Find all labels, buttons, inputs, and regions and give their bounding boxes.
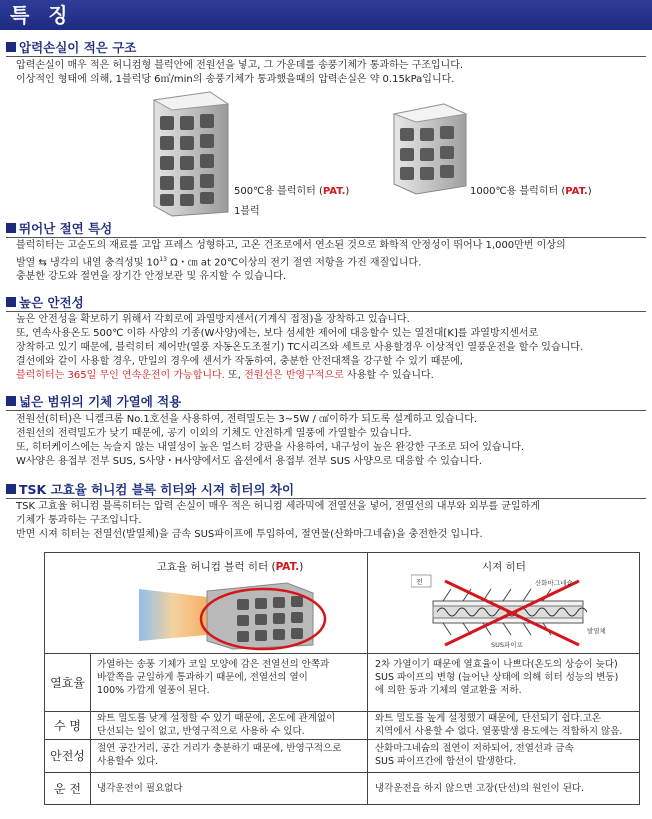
caption-1000-block-heater: 1000℃용 블럭히터 (PAT.) xyxy=(470,186,592,197)
section-heading-insulation: 뛰어난 절연 특성 xyxy=(6,219,646,236)
diagram-label-mgo: 산화마그네슘 xyxy=(535,579,573,587)
square-bullet-icon xyxy=(6,396,16,406)
block-heater-500-image xyxy=(150,90,232,218)
column-header-honeycomb: 고효율 허니컴 블럭 히터 (PAT.) xyxy=(156,561,304,573)
efficiency-honeycomb: 가열하는 송풍 기체가 코일 모양에 감은 전열선의 안쪽과 바깥쪽을 균일하게 통과하기 때문에, 전열선의 열이 100% 가깝게 열풍이 된다. xyxy=(97,659,330,696)
square-bullet-icon xyxy=(6,223,16,233)
safety-sheath: 산화마그네슘의 절연이 저하되어, 전열선과 금속 SUS 파이프간에 합선이 발생한다. xyxy=(375,743,574,767)
section-heading-wide-range: 넓은 범위의 기체 가열에 적용 xyxy=(6,392,646,409)
operation-sheath: 냉각운전을 하지 않으면 고장(단선)의 원인이 된다. xyxy=(375,783,585,794)
row-label-lifetime: 수 명 xyxy=(54,718,81,733)
section-heading-pressure-loss: 압력손실이 적은 구조 xyxy=(6,38,646,55)
row-label-safety: 안전성 xyxy=(50,749,85,763)
operation-honeycomb: 냉각운전이 필요없다 xyxy=(97,783,183,794)
efficiency-sheath: 2차 가열이기 때문에 열효율이 나쁘다(온도의 상승이 늦다) SUS 파이프의 변형 (늘어난 상태에 의해 히터 성능의 변동) 에 의한 동과 기체의 열교환율 저하. xyxy=(375,659,619,696)
diagram-label-electric: 전 xyxy=(416,578,423,586)
row-label-operation: 운 전 xyxy=(54,782,81,796)
section-body-wide-range: 전원선(히터)은 니켈크롬 No.1호선을 사용하여, 전력밀도는 3~5W / ㎠이하가 되도록 설계하고 있습니다. 전원선의 전력밀도가 낮기 때문에, 공기 이외의 기체도 안전하게 열풍에 가열할수 있습니다. 또, 히터케이스에는 녹슬지 않는 내열성이 높은 얼스터 강판을 사용하여, 내구성이 높은 완강한 구조로 되어 있습니다. W사양은 용접부 전부 SUS, S사양・H사양에서도 옵션에서 용접부 전부 SUS 사양으로 대응할 수 있습니다. xyxy=(16,414,525,467)
section-heading-comparison: TSK 고효율 허니컴 블록 히터와 시져 히터의 차이 xyxy=(6,480,646,497)
square-bullet-icon xyxy=(6,484,16,494)
section-body-safety: 높은 안전성을 확보하기 위해서 각회로에 과열방지센서(기계식 접점)을 장착하고 있습니다. 또, 연속사용온도 500℃ 이하 사양의 기종(W사양)에는, 보다 섬세한 제어에 대응할수 있는 열전대[K]를 과열방지센서로 장착하고 있기 때문에, 블럭히터 제어반(열풍 자동온도조절기) TC시리즈와 세트로 사용할경우 이상적인 열풍운전을 할수 있습니다. 결선에와 같이 사용할 경우, 만일의 경우에 센서가 작동하여, 충분한 안전대책을 강구할 수 있기 때문에, 블럭히터는 365일 무인 연속운전이 가능합니다. 또, 전원선은 반영구적으로 사용할 수 있습니다. xyxy=(16,314,584,381)
diagram-label-sus-pipe: SUS파이프 xyxy=(491,641,523,649)
section-body-comparison: TSK 고효율 허니컴 블록히터는 압력 손실이 매우 적은 허니컴 세라믹에 전열선을 넣어, 전열선의 내부와 외부를 균일하게 기체가 통과하는 구조입니다. 반면 시져 히터는 전열선(발열체)을 금속 SUS파이프에 투입하여, 절연물(산화마그네슘)을 충전한것 입니다. xyxy=(16,501,540,540)
sheath-heater-diagram xyxy=(411,573,607,651)
lifetime-sheath: 와트 밀도를 높게 설정했기 때문에, 단선되기 쉽다.고온 지역에서 사용할 수 없다. 열풍발생 용도에는 적합하지 않음. xyxy=(375,713,623,737)
honeycomb-airflow-image xyxy=(137,575,327,651)
section-body-insulation: 블럭히터는 고순도의 재료를 고압 프레스 성형하고, 고온 건조로에서 연소된 것으로 화학적 안정성이 뛰어나 1,000만번 이상의 발열 ⇆ 냉각의 내열 충격성및 $10^{13}$ Ω・㎝ at 20℃이상의 전기 절연 저항을 가진 재질입니다. 충분한 강도와 절연을 장기간 안정보관 및 유지할 수 있습니다. xyxy=(16,240,566,283)
square-bullet-icon xyxy=(6,42,16,52)
section-body-pressure-loss: 압력손실이 매우 적은 허니컴형 블럭안에 전원선을 넣고, 그 가운데를 송풍기체가 통과하는 구조입니다. 이상적인 형태에 의해, 1블럭당 6㎥/min의 송풍기체가 통과했을때의 압력손실은 약 0.15kPa입니다. xyxy=(16,60,464,85)
column-header-sheath: 시져 히터 xyxy=(482,561,526,573)
block-heater-1000-image xyxy=(392,100,468,196)
lifetime-honeycomb: 와트 밀도를 낮게 설정할 수 있기 때문에, 온도에 관계없이 단선되는 일이 없고, 반영구적으로 사용하 수 있다. xyxy=(97,713,336,737)
caption-500-block-heater: 500℃용 블럭히터 (PAT.) xyxy=(234,186,350,197)
page-title: 특 징 xyxy=(0,0,652,30)
comparison-table xyxy=(44,552,640,805)
row-label-efficiency: 열효율 xyxy=(50,675,85,690)
section-heading-safety: 높은 안전성 xyxy=(6,293,646,310)
caption-one-block: 1블럭 xyxy=(234,206,260,217)
safety-honeycomb: 절연 공간거리, 공간 거리가 충분하기 때문에, 반영구적으로 사용할수 있다. xyxy=(97,743,342,767)
diagram-label-heating-element: 발열체 xyxy=(587,627,606,635)
square-bullet-icon xyxy=(6,297,16,307)
